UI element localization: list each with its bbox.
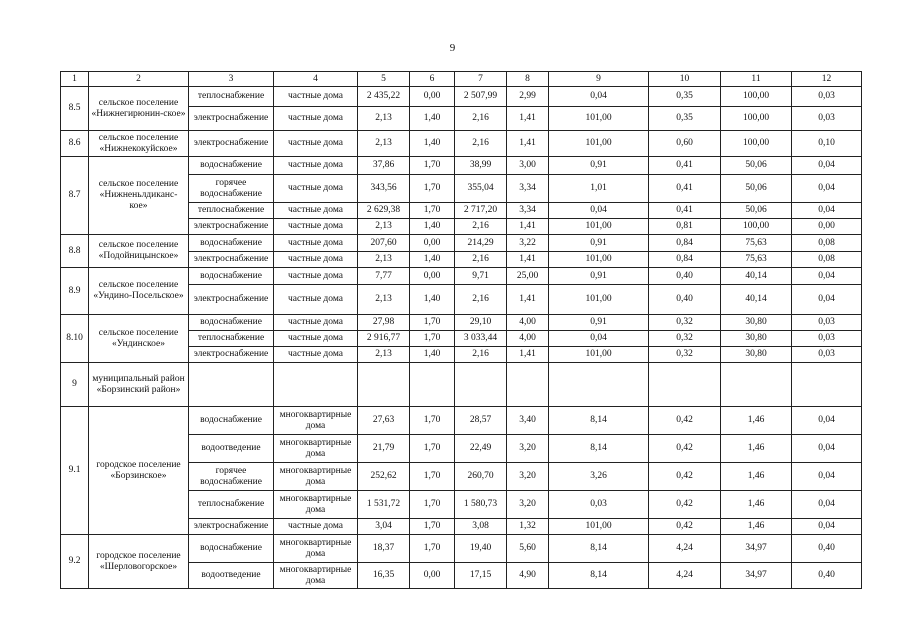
table-cell: 0,42 xyxy=(649,491,721,519)
header-cell: 11 xyxy=(721,72,792,87)
table-cell: 0,40 xyxy=(792,535,862,563)
table-cell: водоснабжение xyxy=(189,235,274,252)
table-cell: 1,70 xyxy=(410,331,455,347)
table-cell: сельское поселение «Нижненьлдиканс-кое» xyxy=(89,157,189,235)
table-cell: частные дома xyxy=(274,252,358,268)
table-cell: частные дома xyxy=(274,87,358,107)
table-cell: горячее водоснабжение xyxy=(189,175,274,203)
table-cell: 34,97 xyxy=(721,563,792,589)
table-cell: 22,49 xyxy=(455,435,507,463)
table-cell: 0,08 xyxy=(792,252,862,268)
table-cell: муниципальный район «Борзинский район» xyxy=(89,363,189,407)
table-cell xyxy=(721,363,792,407)
table-cell: частные дома xyxy=(274,519,358,535)
table-cell: многоквартирные дома xyxy=(274,407,358,435)
tariff-table xyxy=(60,71,862,589)
table-cell: 8.6 xyxy=(61,131,89,157)
table-cell: 3,20 xyxy=(507,491,549,519)
table-cell: 0,04 xyxy=(792,268,862,285)
table-cell: водоснабжение xyxy=(189,407,274,435)
table-cell: 1,70 xyxy=(410,407,455,435)
table-cell: 0,04 xyxy=(792,157,862,175)
table-cell: 4,24 xyxy=(649,535,721,563)
table-cell xyxy=(792,363,862,407)
header-cell: 5 xyxy=(358,72,410,87)
table-cell: 8.9 xyxy=(61,268,89,315)
table-cell: водоснабжение xyxy=(189,157,274,175)
table-cell: электроснабжение xyxy=(189,252,274,268)
table-cell: частные дома xyxy=(274,235,358,252)
table-cell: 3,00 xyxy=(507,157,549,175)
table-cell: 2,13 xyxy=(358,285,410,315)
table-cell: частные дома xyxy=(274,219,358,235)
table-cell: 8,14 xyxy=(549,407,649,435)
table-cell: 1,40 xyxy=(410,252,455,268)
table-cell: 2,13 xyxy=(358,252,410,268)
table-cell: электроснабжение xyxy=(189,519,274,535)
table-cell: 0,04 xyxy=(792,285,862,315)
table-cell: 4,00 xyxy=(507,331,549,347)
table-cell: 38,99 xyxy=(455,157,507,175)
header-cell: 1 xyxy=(61,72,89,87)
table-cell: 2 629,38 xyxy=(358,203,410,219)
table-cell: 50,06 xyxy=(721,157,792,175)
table-cell: 0,91 xyxy=(549,315,649,331)
table-cell: 1,40 xyxy=(410,285,455,315)
table-cell: 3 033,44 xyxy=(455,331,507,347)
table-cell xyxy=(274,363,358,407)
table-cell: 27,63 xyxy=(358,407,410,435)
table-cell: 3,20 xyxy=(507,463,549,491)
table-cell: 0,04 xyxy=(792,175,862,203)
table-cell: многоквартирные дома xyxy=(274,491,358,519)
table-cell xyxy=(455,363,507,407)
table-cell: 1 531,72 xyxy=(358,491,410,519)
table-cell xyxy=(507,363,549,407)
table-cell: 0,00 xyxy=(410,235,455,252)
table-cell: 1,41 xyxy=(507,131,549,157)
table-cell: 101,00 xyxy=(549,131,649,157)
table-cell: 1,41 xyxy=(507,347,549,363)
table-cell: 100,00 xyxy=(721,107,792,131)
table-cell: 0,91 xyxy=(549,157,649,175)
table-cell: электроснабжение xyxy=(189,131,274,157)
table-cell: сельское поселение «Ундино-Посельское» xyxy=(89,268,189,315)
table-cell: 1,70 xyxy=(410,491,455,519)
header-cell: 9 xyxy=(549,72,649,87)
table-cell: многоквартирные дома xyxy=(274,535,358,563)
header-cell: 3 xyxy=(189,72,274,87)
table-cell: 7,77 xyxy=(358,268,410,285)
table-cell: 3,20 xyxy=(507,435,549,463)
table-cell: 0,00 xyxy=(410,87,455,107)
table-cell: водоотведение xyxy=(189,435,274,463)
table-cell: 1,41 xyxy=(507,219,549,235)
table-cell: 260,70 xyxy=(455,463,507,491)
table-cell: 0,04 xyxy=(549,331,649,347)
table-cell xyxy=(358,363,410,407)
table-cell: 37,86 xyxy=(358,157,410,175)
table-cell: 0,42 xyxy=(649,435,721,463)
table-cell: 0,91 xyxy=(549,268,649,285)
table-cell: 19,40 xyxy=(455,535,507,563)
table-cell: 0,04 xyxy=(792,519,862,535)
table-cell: 40,14 xyxy=(721,268,792,285)
table-cell: частные дома xyxy=(274,175,358,203)
table-cell: 207,60 xyxy=(358,235,410,252)
table-cell: 3,04 xyxy=(358,519,410,535)
table-cell: 0,03 xyxy=(792,331,862,347)
table-cell: 0,81 xyxy=(649,219,721,235)
table-cell: 1,46 xyxy=(721,407,792,435)
table-cell: городское поселение «Борзинское» xyxy=(89,407,189,535)
table-row xyxy=(61,235,862,252)
table-cell: 0,32 xyxy=(649,315,721,331)
table-cell: водоотведение xyxy=(189,563,274,589)
table-row xyxy=(61,315,862,331)
table-cell: частные дома xyxy=(274,268,358,285)
table-cell: 9.1 xyxy=(61,407,89,535)
table-cell: 0,40 xyxy=(649,268,721,285)
table-cell: 2 717,20 xyxy=(455,203,507,219)
table-cell: 0,84 xyxy=(649,235,721,252)
table-cell: 75,63 xyxy=(721,235,792,252)
table-cell: 1,70 xyxy=(410,535,455,563)
table-cell: частные дома xyxy=(274,203,358,219)
table-cell: 18,37 xyxy=(358,535,410,563)
table-cell: 2 435,22 xyxy=(358,87,410,107)
table-cell: частные дома xyxy=(274,315,358,331)
table-cell: 40,14 xyxy=(721,285,792,315)
table-cell: 1,46 xyxy=(721,519,792,535)
table-cell: 0,04 xyxy=(792,463,862,491)
table-cell: 0,04 xyxy=(549,203,649,219)
table-cell: электроснабжение xyxy=(189,285,274,315)
table-cell: 3,08 xyxy=(455,519,507,535)
table-cell: 4,00 xyxy=(507,315,549,331)
table-cell: 1,40 xyxy=(410,219,455,235)
header-cell: 7 xyxy=(455,72,507,87)
table-cell: 2,16 xyxy=(455,131,507,157)
table-cell: 3,40 xyxy=(507,407,549,435)
table-cell: городское поселение «Шерловогорское» xyxy=(89,535,189,589)
table-cell: 343,56 xyxy=(358,175,410,203)
table-cell: 0,84 xyxy=(649,252,721,268)
table-cell: 3,34 xyxy=(507,175,549,203)
table-cell: 1,32 xyxy=(507,519,549,535)
table-cell: 1,70 xyxy=(410,315,455,331)
table-cell: 0,00 xyxy=(410,268,455,285)
table-cell: 50,06 xyxy=(721,175,792,203)
table-cell: 100,00 xyxy=(721,87,792,107)
table-cell: электроснабжение xyxy=(189,107,274,131)
table-cell: 17,15 xyxy=(455,563,507,589)
table-cell: 1,70 xyxy=(410,463,455,491)
table-cell: 0,03 xyxy=(792,87,862,107)
table-cell: 101,00 xyxy=(549,285,649,315)
table-cell: 0,35 xyxy=(649,87,721,107)
table-row xyxy=(61,363,862,407)
table-cell: частные дома xyxy=(274,131,358,157)
table-cell xyxy=(649,363,721,407)
table-cell: сельское поселение «Нижнегирюнин-ское» xyxy=(89,87,189,131)
table-cell: теплоснабжение xyxy=(189,203,274,219)
table-cell: водоснабжение xyxy=(189,535,274,563)
table-cell: 34,97 xyxy=(721,535,792,563)
table-cell: 25,00 xyxy=(507,268,549,285)
table-cell: 0,42 xyxy=(649,407,721,435)
table-cell: 30,80 xyxy=(721,347,792,363)
table-cell: теплоснабжение xyxy=(189,491,274,519)
table-cell: 8,14 xyxy=(549,435,649,463)
table-cell: 1,46 xyxy=(721,491,792,519)
table-cell: 1,70 xyxy=(410,203,455,219)
header-cell: 10 xyxy=(649,72,721,87)
table-cell: 8,14 xyxy=(549,535,649,563)
table-cell: 1,41 xyxy=(507,285,549,315)
table-cell: 1,41 xyxy=(507,107,549,131)
table-cell: 9 xyxy=(61,363,89,407)
table-cell: 0,04 xyxy=(792,491,862,519)
table-cell: частные дома xyxy=(274,347,358,363)
table-row xyxy=(61,407,862,435)
header-cell: 4 xyxy=(274,72,358,87)
table-cell: 2,16 xyxy=(455,107,507,131)
table-cell: 0,04 xyxy=(792,435,862,463)
table-cell: многоквартирные дома xyxy=(274,563,358,589)
table-cell: 2 507,99 xyxy=(455,87,507,107)
header-cell: 6 xyxy=(410,72,455,87)
header-cell: 2 xyxy=(89,72,189,87)
table-cell: 0,10 xyxy=(792,131,862,157)
table-cell: 0,03 xyxy=(792,107,862,131)
table-cell: 0,03 xyxy=(792,347,862,363)
table-cell: частные дома xyxy=(274,107,358,131)
table-cell: 8.8 xyxy=(61,235,89,268)
table-cell xyxy=(410,363,455,407)
table-cell: 30,80 xyxy=(721,315,792,331)
table-cell: 3,34 xyxy=(507,203,549,219)
table-cell: 21,79 xyxy=(358,435,410,463)
header-cell: 12 xyxy=(792,72,862,87)
table-cell: 0,08 xyxy=(792,235,862,252)
table-cell: частные дома xyxy=(274,285,358,315)
table-cell: 27,98 xyxy=(358,315,410,331)
table-cell: 100,00 xyxy=(721,131,792,157)
table-cell: водоснабжение xyxy=(189,268,274,285)
table-cell: 2,13 xyxy=(358,219,410,235)
table-cell: многоквартирные дома xyxy=(274,463,358,491)
table-cell: 75,63 xyxy=(721,252,792,268)
table-cell: 2,13 xyxy=(358,107,410,131)
table-cell: 0,91 xyxy=(549,235,649,252)
table-cell: 1,40 xyxy=(410,347,455,363)
table-cell: 101,00 xyxy=(549,107,649,131)
table-cell: 0,41 xyxy=(649,157,721,175)
table-cell: электроснабжение xyxy=(189,347,274,363)
table-cell: теплоснабжение xyxy=(189,87,274,107)
table-cell: 101,00 xyxy=(549,219,649,235)
table-cell: 0,42 xyxy=(649,519,721,535)
table-row xyxy=(61,535,862,563)
table-cell: 1,40 xyxy=(410,107,455,131)
table-row xyxy=(61,157,862,175)
table-cell: 0,00 xyxy=(410,563,455,589)
table-cell: водоснабжение xyxy=(189,315,274,331)
table-cell: 9,71 xyxy=(455,268,507,285)
table-cell: 355,04 xyxy=(455,175,507,203)
table-cell: 2,16 xyxy=(455,219,507,235)
table-cell: 29,10 xyxy=(455,315,507,331)
table-cell: 101,00 xyxy=(549,347,649,363)
table-cell: теплоснабжение xyxy=(189,331,274,347)
table-cell: 16,35 xyxy=(358,563,410,589)
table-cell: 2 916,77 xyxy=(358,331,410,347)
table-cell: 0,35 xyxy=(649,107,721,131)
table-cell: 0,40 xyxy=(792,563,862,589)
table-cell: 2,13 xyxy=(358,131,410,157)
table-cell: 8.7 xyxy=(61,157,89,235)
table-cell: 4,90 xyxy=(507,563,549,589)
table-cell: 2,16 xyxy=(455,347,507,363)
table-cell: 3,22 xyxy=(507,235,549,252)
table-cell: 1,40 xyxy=(410,131,455,157)
table-cell: 2,99 xyxy=(507,87,549,107)
table-cell: 9.2 xyxy=(61,535,89,589)
table-cell: 1,41 xyxy=(507,252,549,268)
table-cell: 0,00 xyxy=(792,219,862,235)
table-cell: 0,32 xyxy=(649,347,721,363)
table-cell: 30,80 xyxy=(721,331,792,347)
table-cell: 0,60 xyxy=(649,131,721,157)
table-row xyxy=(61,131,862,157)
table-cell: 1,70 xyxy=(410,519,455,535)
table-cell: 0,41 xyxy=(649,203,721,219)
header-row xyxy=(61,72,862,87)
table-cell: 1,70 xyxy=(410,435,455,463)
table-cell: электроснабжение xyxy=(189,219,274,235)
table-cell: 0,04 xyxy=(549,87,649,107)
table-cell: 100,00 xyxy=(721,219,792,235)
table-cell: 0,04 xyxy=(792,203,862,219)
table-cell: 0,42 xyxy=(649,463,721,491)
table-cell xyxy=(189,363,274,407)
table-cell: 252,62 xyxy=(358,463,410,491)
table-cell: сельское поселение «Ундинское» xyxy=(89,315,189,363)
page-number: 9 xyxy=(449,42,456,54)
table-cell: 1,01 xyxy=(549,175,649,203)
table-cell: 2,16 xyxy=(455,285,507,315)
table-cell: 1,46 xyxy=(721,435,792,463)
table-cell: 0,40 xyxy=(649,285,721,315)
table-cell: 28,57 xyxy=(455,407,507,435)
table-cell: 5,60 xyxy=(507,535,549,563)
table-cell: 8.10 xyxy=(61,315,89,363)
table-cell: 101,00 xyxy=(549,519,649,535)
table-cell: горячее водоснабжение xyxy=(189,463,274,491)
table-cell: 8,14 xyxy=(549,563,649,589)
table-cell: 1,70 xyxy=(410,175,455,203)
header-cell: 8 xyxy=(507,72,549,87)
table-cell: 8.5 xyxy=(61,87,89,131)
table-cell: 1 580,73 xyxy=(455,491,507,519)
table-cell: 0,41 xyxy=(649,175,721,203)
table-row xyxy=(61,87,862,107)
table-cell: частные дома xyxy=(274,331,358,347)
table-row xyxy=(61,268,862,285)
table-cell: 50,06 xyxy=(721,203,792,219)
table-cell: 4,24 xyxy=(649,563,721,589)
table-cell: 3,26 xyxy=(549,463,649,491)
table-cell: 0,04 xyxy=(792,407,862,435)
table-cell: 1,70 xyxy=(410,157,455,175)
table-cell: 101,00 xyxy=(549,252,649,268)
table-cell: 0,32 xyxy=(649,331,721,347)
table-cell: многоквартирные дома xyxy=(274,435,358,463)
table-cell: 0,03 xyxy=(549,491,649,519)
table-cell xyxy=(549,363,649,407)
table-cell: 1,46 xyxy=(721,463,792,491)
table-cell: частные дома xyxy=(274,157,358,175)
table-cell: 214,29 xyxy=(455,235,507,252)
table-cell: 0,03 xyxy=(792,315,862,331)
table-cell: сельское поселение «Подойницынское» xyxy=(89,235,189,268)
table-cell: 2,13 xyxy=(358,347,410,363)
table-cell: сельское поселение «Нижнекокуйское» xyxy=(89,131,189,157)
table-cell: 2,16 xyxy=(455,252,507,268)
